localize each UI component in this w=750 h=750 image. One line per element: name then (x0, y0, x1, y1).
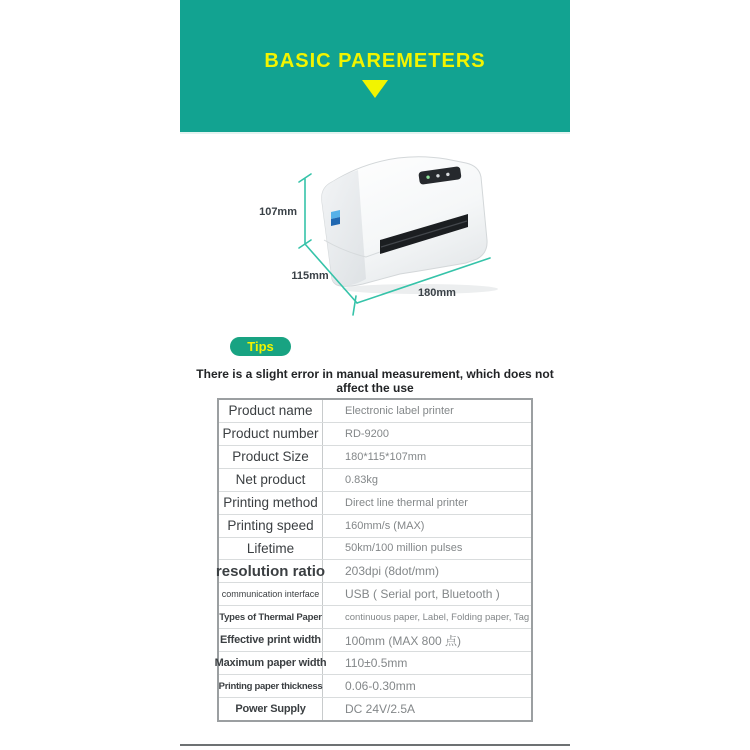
table-row (219, 675, 531, 698)
table-row (219, 469, 531, 492)
table-row (215, 560, 531, 583)
banner (180, 0, 570, 132)
row-label: Lifetime (219, 538, 323, 560)
table-row (219, 698, 531, 720)
banner-title: BASIC PAREMETERS (264, 49, 486, 72)
table-row (219, 400, 531, 423)
row-value: USB ( Serial port, Bluetooth ) (345, 587, 500, 602)
row-value: 0.06-0.30mm (345, 679, 416, 694)
table-row (219, 492, 531, 515)
row-value: 160mm/s (MAX) (345, 519, 425, 532)
table-row (219, 423, 531, 446)
measurement-note: There is a slight error in manual measurement, which does not affect the use (196, 367, 554, 395)
dimension-width-label: 180mm (418, 287, 456, 299)
table-row (214, 652, 531, 675)
table-row (219, 583, 531, 606)
row-label: Net product (219, 469, 323, 491)
row-value: Electronic label printer (345, 404, 454, 417)
row-value: continuous paper, Label, Folding paper, Tag (345, 611, 530, 623)
row-label: Product number (219, 423, 323, 445)
row-label: Product Size (219, 446, 323, 468)
row-value: DC 24V/2.5A (345, 701, 416, 716)
tips-badge: Tips (230, 337, 291, 356)
bottom-divider (180, 744, 570, 746)
row-label: communication interface (219, 583, 323, 605)
row-value: Direct line thermal printer (345, 496, 468, 509)
row-label: Types of Thermal Paper (219, 606, 323, 628)
row-label: Product name (219, 400, 323, 422)
table-row (219, 446, 531, 469)
row-label: Maximum paper width (219, 652, 323, 674)
row-value: RD-9200 (345, 427, 390, 440)
row-value: 0.83kg (345, 473, 379, 486)
spec-table (214, 398, 533, 722)
row-value: 203dpi (8dot/mm) (345, 564, 440, 579)
row-value: 100mm (MAX 800 点) (345, 633, 462, 648)
dimension-height-label: 107mm (259, 206, 297, 218)
row-label: Printing speed (219, 515, 323, 537)
row-label: Printing paper thickness (219, 675, 323, 697)
table-row (219, 515, 531, 538)
row-value: 50km/100 million pulses (345, 542, 463, 555)
table-row (219, 606, 531, 629)
row-label: Power Supply (219, 698, 323, 720)
row-label: Effective print width (219, 629, 323, 651)
row-value: 180*115*107mm (345, 450, 427, 463)
table-row (219, 629, 531, 652)
row-value: 110±0.5mm (345, 656, 408, 671)
dimension-depth-label: 115mm (291, 270, 329, 282)
table-row (219, 538, 531, 561)
row-label: Printing method (219, 492, 323, 514)
row-label: resolution ratio (219, 560, 323, 582)
printer-illustration (250, 140, 510, 320)
triangle-down-icon (362, 80, 388, 98)
